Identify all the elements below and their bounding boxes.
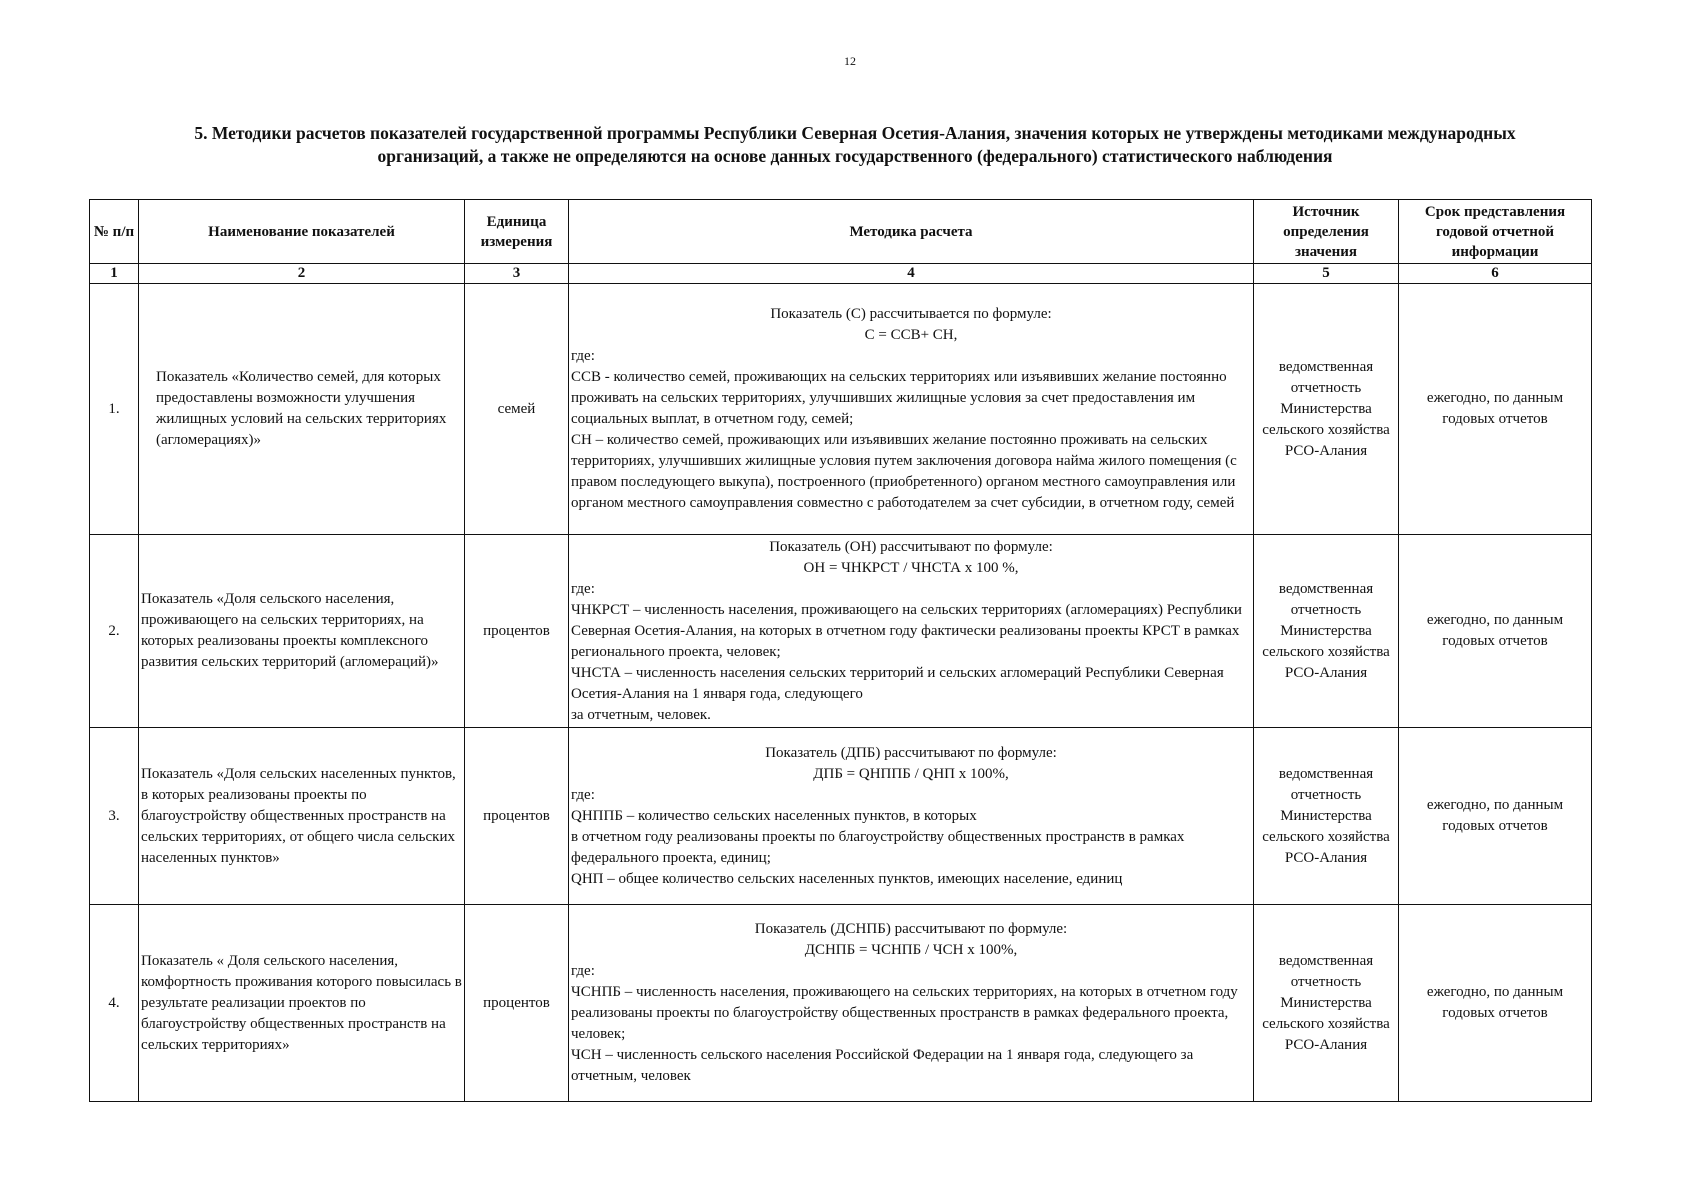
header-term-line: годовой отчетной [1435, 223, 1555, 240]
indicator-name: Показатель «Доля сельских населенных пунктов, в которых реализованы проекты по благоустройству общественных пространств на сельских территориях, от общего числа сельских населенных пунктов» [139, 728, 465, 905]
header-name: Наименование показателей [139, 200, 465, 264]
term-cell: ежегодно, по данным годовых отчетов [1399, 284, 1592, 535]
formula-definition: ЧСНПБ – численность населения, проживающего на сельских территориях, на которых в отчетном году реализованы проекты по благоустройству общественных пространств в рамках федерального проекта, человек; [571, 984, 1238, 1042]
section-heading-line-1: 5. Методики расчетов показателей государственной программы Республики Северная Осетия-Алания, значения которых не утверждены методиками международных [194, 123, 1516, 143]
indicator-name: Показатель « Доля сельского населения, комфортность проживания которого повысилась в результате реализации проектов по благоустройству общественных пространств на сельских территориях» [139, 905, 465, 1102]
formula-where: где: [571, 580, 595, 597]
formula-definition: СН – количество семей, проживающих или изъявивших желание постоянно проживать на сельских территориях, улучшивших жилищные условия путем заключения договора найма жилого помещения (с правом последующего выкупа), построенного (приобретенного) органом местного самоуправления или органом местного самоуправления совместно с работодателем за счет субсидии, в отчетном году, семей [571, 432, 1237, 511]
table-row [90, 905, 1592, 1102]
method-cell [569, 728, 1254, 905]
column-number: 4 [569, 264, 1254, 284]
header-term [1399, 200, 1592, 264]
method-cell [569, 284, 1254, 535]
column-number: 2 [139, 264, 465, 284]
section-heading-line-2: организаций, а также не определяются на основе данных государственного (федерального) статистического наблюдения [377, 146, 1333, 166]
term-cell: ежегодно, по данным годовых отчетов [1399, 905, 1592, 1102]
source-cell: ведомственная отчетность Министерства сельского хозяйства РСО-Алания [1254, 284, 1399, 535]
source-cell: ведомственная отчетность Министерства сельского хозяйства РСО-Алания [1254, 905, 1399, 1102]
unit-cell: процентов [465, 905, 569, 1102]
formula-definition: ЧНКРСТ – численность населения, проживающего на сельских территориях (агломерациях) Республики Северная Осетия-Алания, на которых в отчетном году фактически реализованы проекты КРСТ в рамках регионального проекта, человек; [571, 601, 1242, 660]
formula-definition: в отчетном году реализованы проекты по благоустройству общественных пространств в рамках федерального проекта, единиц; [571, 828, 1185, 866]
formula: С = ССВ+ СН, [864, 327, 958, 343]
formula-where: где: [571, 348, 595, 364]
indicator-name: Показатель «Доля сельского населения, проживающего на сельских территориях, на которых реализованы проекты комплексного развития сельских территорий (агломераций)» [139, 535, 465, 728]
table-row [90, 728, 1592, 905]
table-row [90, 284, 1592, 535]
formula: ДПБ = QНППБ / QНП х 100%, [813, 765, 1009, 782]
row-num: 2. [90, 535, 139, 728]
row-num: 1. [90, 284, 139, 535]
formula-definition: ЧСН – численность сельского населения Российской Федерации на 1 января года, следующего за отчетным, человек [571, 1047, 1194, 1084]
header-method: Методика расчета [569, 200, 1254, 264]
row-num: 3. [90, 728, 139, 905]
unit-cell: семей [465, 284, 569, 535]
formula: ДСНПБ = ЧСНПБ / ЧСН х 100%, [804, 942, 1018, 958]
column-number-row [90, 264, 1592, 284]
formula-where: где: [571, 963, 595, 979]
header-unit [465, 200, 569, 264]
indicators-table [89, 199, 1592, 1102]
header-unit-line: Единица [486, 213, 547, 230]
header-term-line: информации [1451, 243, 1539, 260]
column-number: 1 [90, 264, 139, 284]
header-unit-line: измерения [480, 233, 553, 250]
formula-where: где: [571, 786, 595, 803]
header-source [1254, 200, 1399, 264]
formula-definition: QНППБ – количество сельских населенных пунктов, в которых [571, 807, 977, 824]
unit-cell: процентов [465, 535, 569, 728]
formula-definition: ССВ - количество семей, проживающих на сельских территориях или изъявивших желание постоянно проживать на сельских территориях, улучшивших жилищные условия за счет предоставления им социальных выплат, в отчетном году, семей; [571, 369, 1227, 427]
formula-definition: ЧНСТА – численность населения сельских территорий и сельских агломераций Республики Северная Осетия-Алания на 1 января года, следующего [571, 664, 1224, 702]
section-heading [90, 122, 1620, 168]
row-num: 4. [90, 905, 139, 1102]
formula-definition: за отчетным, человек. [571, 706, 711, 723]
header-source-line: Источник [1292, 203, 1360, 220]
formula-title: Показатель (ОН) рассчитывают по формуле: [769, 538, 1053, 555]
table-header-row [90, 200, 1592, 264]
header-term-line: Срок представления [1424, 203, 1566, 220]
page-number: 12 [844, 54, 856, 68]
column-number: 5 [1254, 264, 1399, 284]
formula-title: Показатель (ДПБ) рассчитывают по формуле: [765, 744, 1057, 761]
source-cell: ведомственная отчетность Министерства сельского хозяйства РСО-Алания [1254, 728, 1399, 905]
source-cell: ведомственная отчетность Министерства сельского хозяйства РСО-Алания [1254, 535, 1399, 728]
formula-title: Показатель (С) рассчитывается по формуле: [770, 306, 1052, 322]
indicator-name: Показатель «Количество семей, для которых предоставлены возможности улучшения жилищных условий на сельских территориях (агломерациях)» [139, 284, 465, 535]
formula-title: Показатель (ДСНПБ) рассчитывают по формуле: [754, 921, 1068, 937]
header-source-line: определения [1283, 223, 1369, 240]
method-cell [569, 535, 1254, 728]
term-cell: ежегодно, по данным годовых отчетов [1399, 728, 1592, 905]
formula-definition: QНП – общее количество сельских населенных пунктов, имеющих население, единиц [571, 870, 1123, 887]
term-cell: ежегодно, по данным годовых отчетов [1399, 535, 1592, 728]
header-source-line: значения [1294, 243, 1358, 260]
table-row [90, 535, 1592, 728]
header-num: № п/п [90, 200, 139, 264]
column-number: 6 [1399, 264, 1592, 284]
column-number: 3 [465, 264, 569, 284]
unit-cell: процентов [465, 728, 569, 905]
formula: ОН = ЧНКРСТ / ЧНСТА х 100 %, [803, 559, 1019, 576]
method-cell [569, 905, 1254, 1102]
